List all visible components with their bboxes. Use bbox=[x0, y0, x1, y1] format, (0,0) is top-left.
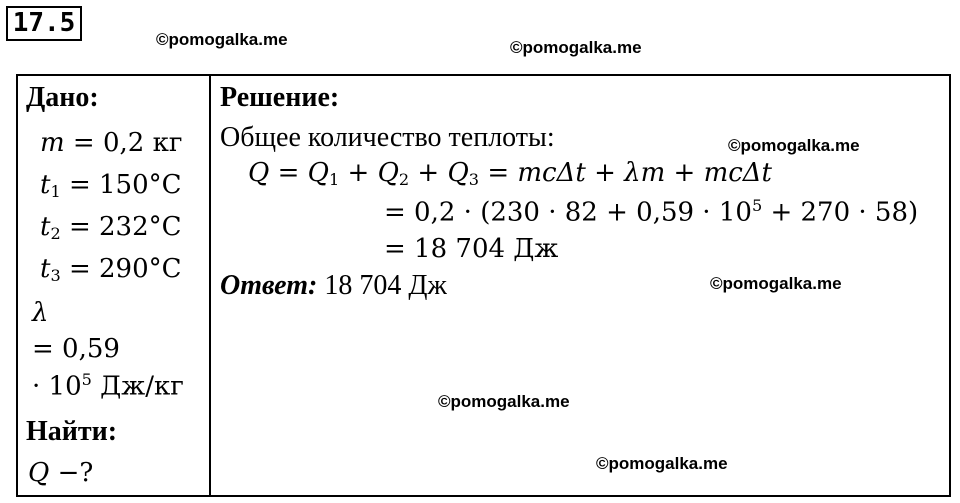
find-header: Найти: bbox=[26, 416, 118, 447]
given-lambda: λ bbox=[32, 298, 49, 328]
watermark: ©pomogalka.me bbox=[438, 392, 570, 411]
answer: Ответ: 18 704 Дж bbox=[220, 270, 447, 301]
solution-table bbox=[16, 74, 951, 497]
watermark: ©pomogalka.me bbox=[728, 136, 860, 155]
watermark: ©pomogalka.me bbox=[510, 38, 642, 57]
watermark: ©pomogalka.me bbox=[710, 274, 842, 293]
problem-number: 17.5 bbox=[6, 6, 82, 41]
given-lambda-unit: · $10^5$ Дж/кг bbox=[32, 370, 184, 402]
solution-header: Решение: bbox=[220, 82, 340, 113]
equation-line-3: = 18 704 Дж bbox=[384, 234, 559, 264]
column-divider bbox=[209, 76, 211, 495]
solution-intro: Общее количество теплоты: bbox=[220, 122, 555, 153]
given-mass: m = 0,2 кг bbox=[40, 128, 183, 158]
given-t1: $t_1 = 150^\circ C$ bbox=[40, 170, 182, 202]
equation-line-2: = $0,2 \cdot (230 \cdot 82 + 0,59 \cdot 10^5 + 270 \cdot 58)$ bbox=[384, 196, 919, 228]
given-lambda-value: = 0,59 bbox=[32, 334, 120, 364]
watermark: ©pomogalka.me bbox=[156, 30, 288, 49]
find-unknown: Q −? bbox=[28, 458, 94, 488]
equation-line-1: $Q = Q_1 + Q_2 + Q_3 = mc\Delta t + \lambda m + mc\Delta t$ bbox=[248, 158, 773, 190]
watermark: ©pomogalka.me bbox=[596, 454, 728, 473]
given-t2: $t_2 = 232^\circ C$ bbox=[40, 212, 182, 244]
given-header: Дано: bbox=[26, 82, 99, 113]
given-t3: $t_3 = 290^\circ C$ bbox=[40, 254, 182, 286]
